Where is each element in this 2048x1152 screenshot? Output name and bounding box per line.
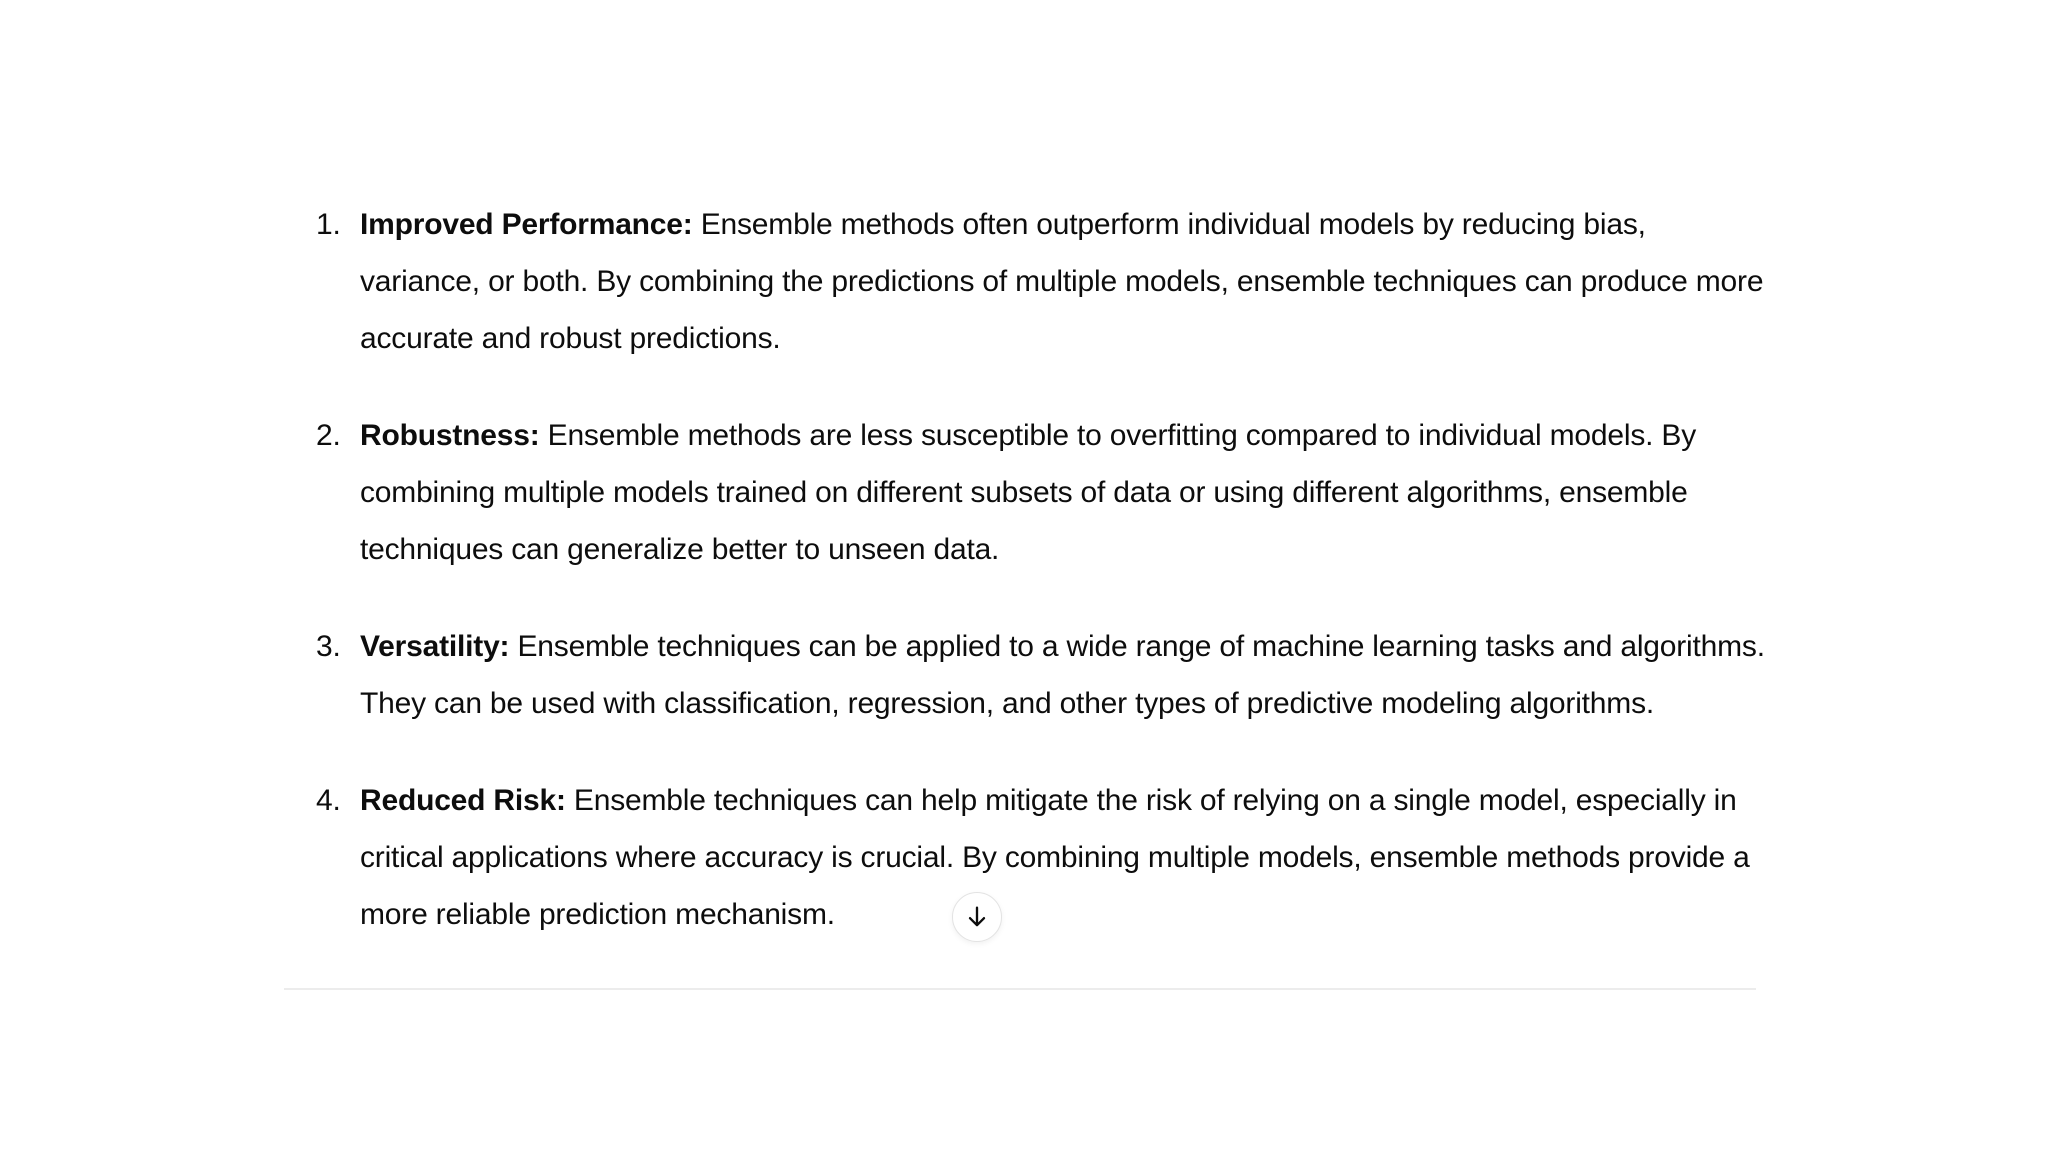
list-item-title: Versatility:: [360, 630, 510, 663]
list-item-number: 3.: [316, 630, 341, 663]
list-item-title: Robustness:: [360, 419, 540, 452]
list-item-title: Improved Performance:: [360, 208, 693, 241]
list-item-text: Ensemble techniques can help mitigate the risk of relying on a single model, especially in critical applications where accuracy is crucial. By combining multiple models, ensemble methods provide a more reliable prediction mechanism.: [360, 784, 1750, 931]
answer-numbered-list: [312, 196, 1768, 983]
arrow-down-icon: [963, 903, 991, 931]
list-item: [312, 196, 1768, 367]
scroll-to-bottom-button[interactable]: [952, 892, 1002, 942]
list-item: [312, 407, 1768, 578]
list-item-text: Ensemble methods are less susceptible to overfitting compared to individual models. By combining multiple models trained on different subsets of data or using different algorithms, ensemble techniques can generalize better to unseen data.: [360, 419, 1697, 566]
composer-divider: [284, 988, 1756, 990]
list-item-number: 1.: [316, 208, 341, 241]
list-item-number: 4.: [316, 784, 341, 817]
list-item-text: Ensemble methods often outperform individual models by reducing bias, variance, or both. By combining the predictions of multiple models, ensemble techniques can produce more accurate and robust predictions.: [360, 208, 1764, 355]
list-item-number: 2.: [316, 419, 341, 452]
list-item-text: Ensemble techniques can be applied to a wide range of machine learning tasks and algorithms. They can be used with classification, regression, and other types of predictive modeling algorithms.: [360, 630, 1765, 720]
list-item: [312, 772, 1768, 943]
list-item-title: Reduced Risk:: [360, 784, 566, 817]
list-item: [312, 618, 1768, 732]
